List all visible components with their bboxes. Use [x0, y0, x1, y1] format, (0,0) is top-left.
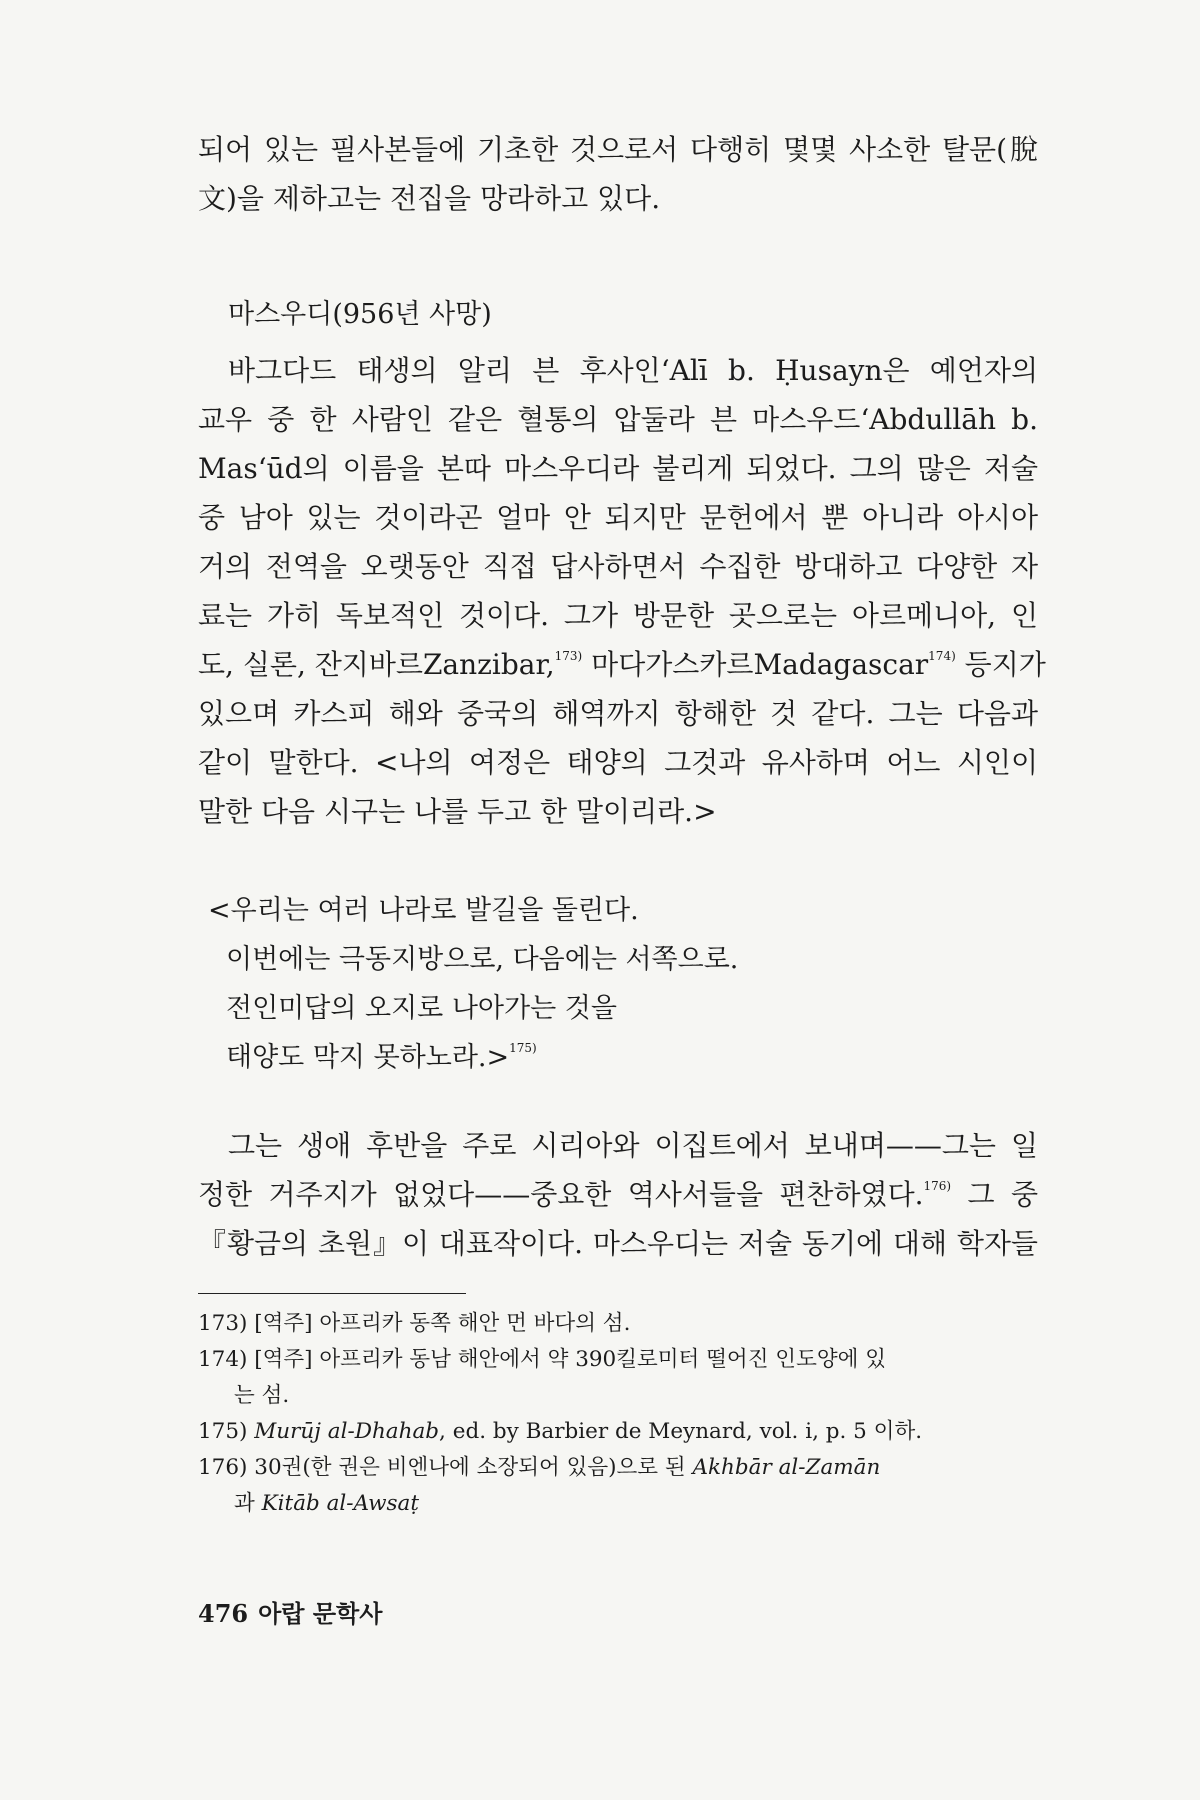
footnote-separator — [198, 1293, 466, 1294]
text-segment: 정한 거주지가 없었다——중요한 역사서들을 편찬하였다. — [198, 1178, 924, 1211]
book-title: Kitāb al-Awsaṭ — [261, 1491, 420, 1516]
footnote-176 — [198, 1450, 1038, 1486]
book-title: Akhbār al-Zamān — [692, 1455, 881, 1480]
footnote-ref-174: 174) — [928, 649, 956, 663]
footnote-176-continued — [198, 1486, 1038, 1522]
poem-line-last — [208, 1033, 738, 1082]
text-segment: 등지가 — [955, 648, 1046, 681]
biography-paragraph — [198, 346, 1046, 836]
text-line: 바그다드 태생의 알리 븐 후사인‘Alī b. Ḥusayn은 예언자의 — [228, 354, 1038, 387]
footnote-ref-175: 175) — [509, 1041, 537, 1055]
footnote-175 — [198, 1414, 1038, 1450]
text-line: 교우 중 한 사람인 같은 혈통의 압둘라 븐 마스우드‘Abdullāh b. — [198, 403, 1038, 436]
footnote-number: 175) — [198, 1419, 255, 1444]
text-line-with-footnotes — [198, 640, 1046, 689]
poem-line: 전인미답의 오지로 나아가는 것을 — [226, 993, 617, 1024]
poem-line: 이번에는 극동지방으로, 다음에는 서쪽으로. — [226, 944, 739, 975]
text-segment: 그 중 — [951, 1178, 1039, 1211]
footnote-text: , ed. by Barbier de Meynard, vol. i, p. 5 이하. — [439, 1419, 923, 1444]
footnote-174-continued: 는 섬. — [234, 1383, 290, 1408]
text-line: 거의 전역을 오랫동안 직접 답사하면서 수집한 방대하고 다양한 자 — [198, 550, 1038, 583]
page-footer — [198, 1594, 382, 1629]
running-title: 아랍 문학사 — [258, 1599, 383, 1628]
text-line: 되어 있는 필사본들에 기초한 것으로서 다행히 몇몇 사소한 탈문(脫 — [198, 133, 1038, 166]
text-segment: 마다가스카르Madagascar — [582, 648, 929, 681]
poem-text: 태양도 막지 못하노라.> — [226, 1042, 510, 1073]
text-line: 중 남아 있는 것이라곤 얼마 안 되지만 문헌에서 뿐 아니라 아시아 — [198, 501, 1038, 534]
footnote-173: 173) [역주] 아프리카 동쪽 해안 먼 바다의 섬. — [198, 1311, 631, 1336]
page-number: 476 — [198, 1599, 249, 1628]
text-line: 있으며 카스피 해와 중국의 해역까지 항해한 것 같다. 그는 다음과 — [198, 697, 1038, 730]
text-line: Mas‘ūd의 이름을 본따 마스우디라 불리게 되었다. 그의 많은 저술 — [198, 452, 1038, 485]
text-line: 같이 말한다. <나의 여정은 태양의 그것과 유사하며 어느 시인이 — [198, 746, 1038, 779]
text-line: 말한 다음 시구는 나를 두고 한 말이리라.> — [198, 795, 717, 828]
footnote-ref-176: 176) — [923, 1179, 952, 1193]
poem-line: <우리는 여러 나라로 발길을 돌린다. — [208, 895, 639, 926]
text-line: 文)을 제하고는 전집을 망라하고 있다. — [198, 182, 661, 215]
footnote-text: 과 — [234, 1491, 262, 1516]
footnote-ref-173: 173) — [554, 649, 583, 663]
footnote-174: 174) [역주] 아프리카 동남 해안에서 약 390킬로미터 떨어진 인도양에 있 — [198, 1347, 886, 1372]
book-title: Murūj al-Dhahab — [254, 1419, 440, 1444]
text-line: 그는 생애 후반을 주로 시리아와 이집트에서 보내며——그는 일 — [228, 1129, 1038, 1162]
text-line-with-footnote — [198, 1170, 1038, 1219]
footnote-text: 176) 30권(한 권은 비엔나에 소장되어 있음)으로 된 — [198, 1455, 693, 1480]
intro-paragraph — [198, 125, 1038, 223]
works-paragraph — [198, 1121, 1038, 1268]
text-line: 『황금의 초원』이 대표작이다. 마스우디는 저술 동기에 대해 학자들 — [198, 1227, 1038, 1260]
poem-quotation — [208, 886, 738, 1082]
section-heading: 마스우디(956년 사망) — [228, 299, 492, 330]
footnotes — [198, 1306, 1038, 1522]
text-line: 료는 가히 독보적인 것이다. 그가 방문한 곳으로는 아르메니아, 인 — [198, 599, 1038, 632]
text-segment: 도, 실론, 잔지바르Zanzibar, — [198, 648, 555, 681]
